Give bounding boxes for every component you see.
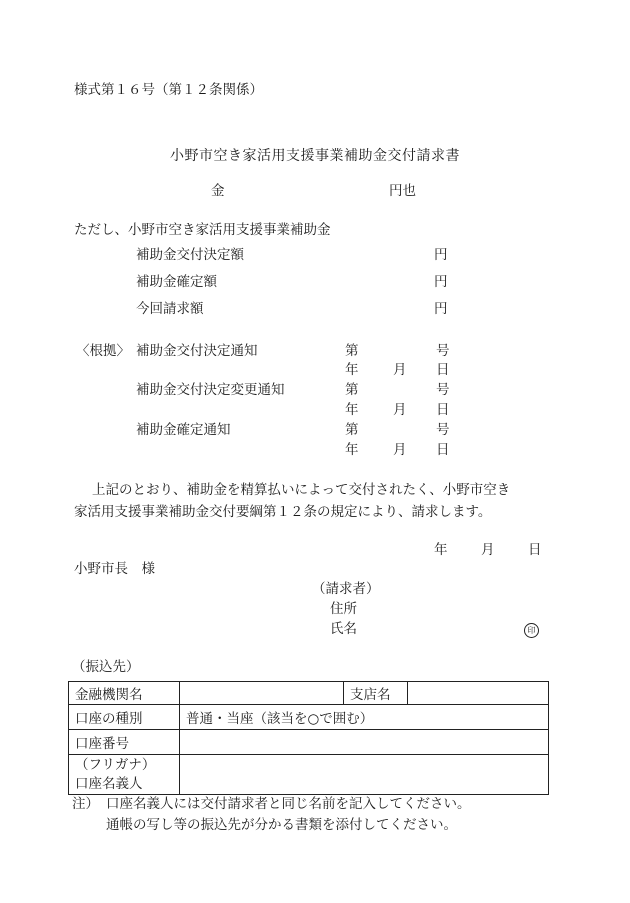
notice-month: 月 (393, 402, 407, 418)
notice-go: 号 (436, 382, 450, 398)
notice-year: 年 (345, 362, 359, 378)
amount-yen-nari: 円也 (389, 183, 416, 199)
basis-bracket: 〈根拠〉 (76, 343, 130, 359)
form-number: 様式第１６号（第１２条関係） (74, 82, 263, 98)
bank-transfer-table (68, 681, 549, 795)
branch-field[interactable] (408, 682, 549, 705)
body-text-line-1: 上記のとおり、補助金を精算払いによって交付されたく、小野市空き (92, 482, 511, 498)
institution-field[interactable] (180, 682, 344, 705)
institution-label: 金融機関名 (69, 682, 180, 705)
item-label-confirmed-amount: 補助金確定額 (136, 274, 217, 290)
notice-dai: 第 (345, 382, 359, 398)
notice-dai: 第 (345, 422, 359, 438)
notice-label: 補助金交付決定通知 (136, 343, 258, 359)
notice-month: 月 (393, 442, 407, 458)
furigana-label: （フリガナ） (75, 756, 156, 773)
form-title: 小野市空き家活用支援事業補助金交付請求書 (170, 148, 460, 164)
account-number-label: 口座番号 (69, 730, 180, 755)
notice-go: 号 (436, 422, 450, 438)
account-type-label: 口座の種別 (69, 705, 180, 730)
branch-label: 支店名 (344, 682, 408, 705)
date-month: 月 (481, 542, 495, 558)
item-unit-request-amount: 円 (434, 301, 448, 317)
item-label-decision-amount: 補助金交付決定額 (136, 247, 244, 263)
notice-year: 年 (345, 442, 359, 458)
notes-prefix: 注） (72, 796, 99, 812)
body-text-line-2: 家活用支援事業補助金交付要綱第１２条の規定により、請求します。 (74, 504, 492, 520)
notice-label: 補助金確定通知 (136, 422, 231, 438)
notice-day: 日 (436, 402, 450, 418)
item-unit-decision-amount: 円 (434, 247, 448, 263)
bank-heading: （振込先） (72, 659, 140, 675)
notice-go: 号 (436, 343, 450, 359)
notes-line-1: 口座名義人には交付請求者と同じ名前を記入してください。 (106, 796, 471, 812)
notice-day: 日 (436, 362, 450, 378)
tadashi-line: ただし、小野市空き家活用支援事業補助金 (74, 222, 331, 238)
addressee: 小野市長 様 (74, 561, 155, 577)
date-day: 日 (528, 542, 542, 558)
account-number-field[interactable] (180, 730, 549, 755)
notice-day: 日 (436, 442, 450, 458)
notice-year: 年 (345, 402, 359, 418)
seal-mark: 印 (524, 623, 539, 638)
item-label-request-amount: 今回請求額 (136, 301, 204, 317)
account-type-value[interactable]: 普通・当座（該当を○で囲む） (180, 705, 549, 730)
account-holder-field[interactable] (180, 755, 549, 795)
requester-heading: （請求者） (312, 581, 380, 597)
requester-name-label: 氏名 (330, 621, 357, 637)
account-holder-label (69, 755, 180, 795)
notice-label: 補助金交付決定変更通知 (136, 382, 285, 398)
notice-dai: 第 (345, 343, 359, 359)
holder-label: 口座名義人 (75, 775, 143, 792)
notes-line-2: 通帳の写し等の振込先が分かる書類を添付してください。 (106, 817, 457, 833)
date-year: 年 (434, 542, 448, 558)
item-unit-confirmed-amount: 円 (434, 274, 448, 290)
amount-kin: 金 (211, 183, 225, 199)
requester-address-label: 住所 (330, 601, 357, 617)
notice-month: 月 (393, 362, 407, 378)
